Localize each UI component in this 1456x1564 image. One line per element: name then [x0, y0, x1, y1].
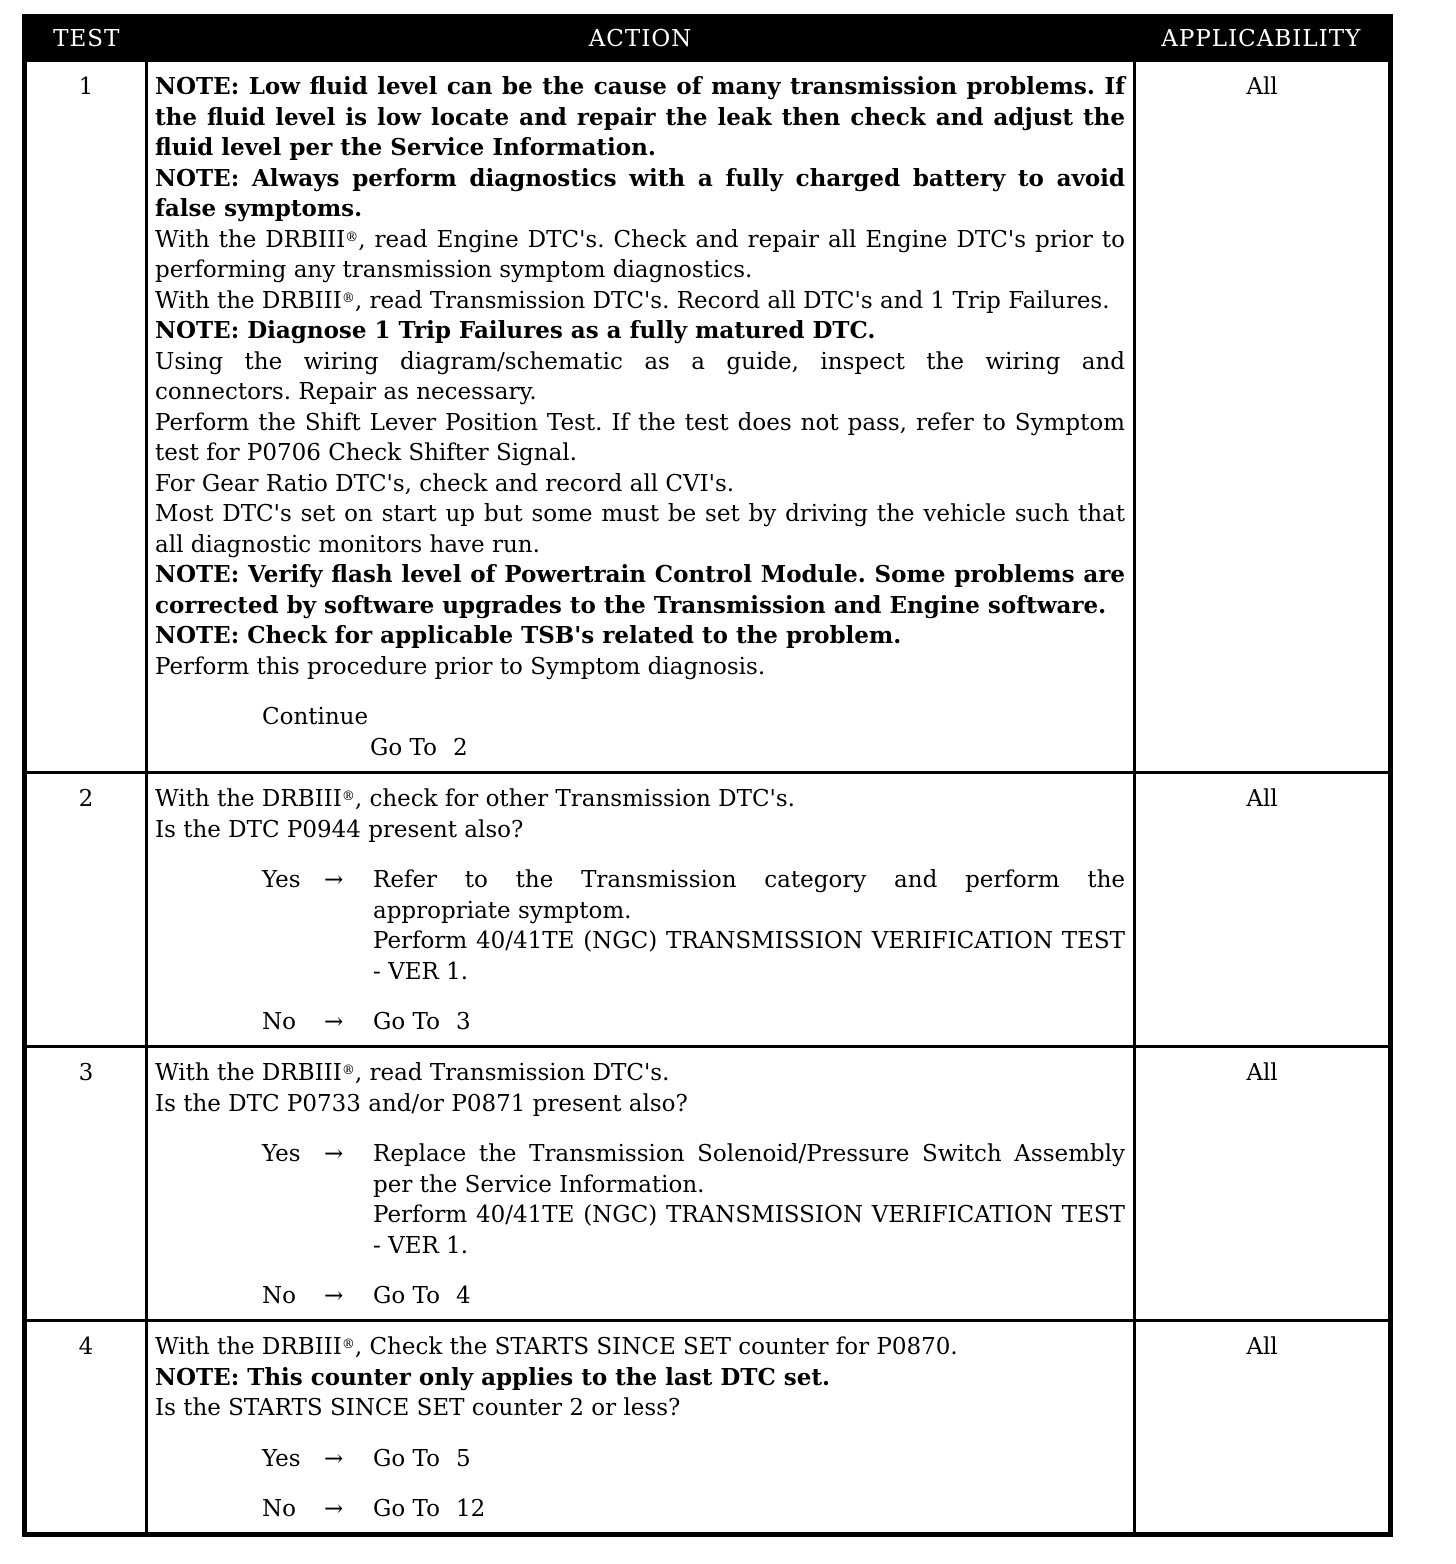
- goto-label: Go To: [373, 1496, 440, 1522]
- action-cell: [147, 773, 1135, 1047]
- applicability-value: All: [1135, 61, 1391, 773]
- action-text: With the DRBIII®, read Transmission DTC's.: [155, 1060, 670, 1086]
- no-label: No: [262, 1283, 296, 1309]
- yes-label: Yes: [262, 1445, 301, 1472]
- action-text: With the DRBIII®, read Engine DTC's. Check and repair all Engine DTC's prior to performing any transmission symptom diagnostics.: [155, 226, 1126, 283]
- applicability-value: All: [1135, 1321, 1391, 1535]
- action-cell: [147, 61, 1135, 773]
- action-text: With the DRBIII®, read Transmission DTC's. Record all DTC's and 1 Trip Failures.: [155, 287, 1110, 314]
- continue-block: [262, 702, 1125, 763]
- table-row: [25, 61, 1391, 773]
- diagnostic-test-table: [22, 14, 1393, 1537]
- note-text: NOTE: Diagnose 1 Trip Failures as a fully matured DTC.: [155, 317, 876, 344]
- choice-block: [155, 1444, 1125, 1525]
- right-arrow-icon: →: [324, 1496, 344, 1522]
- action-text: For Gear Ratio DTC's, check and record all CVI's.: [155, 470, 735, 497]
- yes-label: Yes: [262, 867, 301, 893]
- goto-target: 2: [452, 734, 468, 761]
- goto-target: 5: [455, 1445, 471, 1472]
- applicability-value: All: [1135, 1047, 1391, 1321]
- no-result: [373, 1281, 1125, 1312]
- note-text: NOTE: Low fluid level can be the cause of many transmission problems. If the fluid level is low locate and repair the leak then check and adjust the fluid level per the Service Information.: [155, 73, 1125, 161]
- goto-target: 4: [455, 1283, 471, 1309]
- action-cell: [147, 1047, 1135, 1321]
- question-text: Is the DTC P0733 and/or P0871 present also?: [155, 1090, 688, 1117]
- action-text: With the DRBIII®, Check the STARTS SINCE SET counter for P0870.: [155, 1334, 958, 1360]
- no-label: No: [262, 1009, 296, 1035]
- action-text: With the DRBIII®, check for other Transmission DTC's.: [155, 786, 795, 812]
- goto-label: Go To: [370, 734, 437, 761]
- applicability-value: All: [1135, 773, 1391, 1047]
- note-text: NOTE: Verify flash level of Powertrain Control Module. Some problems are corrected by software upgrades to the Transmission and Engine software.: [155, 561, 1125, 619]
- goto-label: Go To: [373, 1445, 440, 1472]
- choice-block: [155, 1139, 1125, 1312]
- action-text: Most DTC's set on start up but some must be set by driving the vehicle such that all diagnostic monitors have run.: [155, 501, 1125, 558]
- test-number: 3: [25, 1047, 147, 1321]
- action-text: Perform this procedure prior to Symptom diagnosis.: [155, 653, 766, 680]
- no-result: [373, 1494, 1125, 1525]
- right-arrow-icon: →: [324, 1141, 344, 1167]
- header-test: TEST: [25, 17, 147, 61]
- no-choice: [155, 1281, 1125, 1312]
- note-text: NOTE: Check for applicable TSB's related to the problem.: [155, 622, 902, 649]
- goto-target: 3: [455, 1009, 471, 1035]
- table-row: [25, 1047, 1391, 1321]
- goto-instruction: [370, 733, 1125, 764]
- yes-text: Replace the Transmission Solenoid/Pressure Switch Assembly per the Service Information.: [373, 1141, 1125, 1198]
- note-text: NOTE: This counter only applies to the last DTC set.: [155, 1363, 830, 1391]
- right-arrow-icon: →: [324, 1445, 344, 1472]
- no-choice: [155, 1007, 1125, 1038]
- yes-choice: [155, 1139, 1125, 1261]
- yes-result: [373, 1139, 1125, 1261]
- yes-label: Yes: [262, 1141, 301, 1167]
- yes-choice: [155, 1444, 1125, 1475]
- test-number: 4: [25, 1321, 147, 1535]
- right-arrow-icon: →: [324, 1009, 344, 1035]
- action-text: Using the wiring diagram/schematic as a guide, inspect the wiring and connectors. Repair as necessary.: [155, 348, 1125, 405]
- goto-label: Go To: [373, 1283, 440, 1309]
- goto-target: 12: [455, 1496, 486, 1522]
- no-result: [373, 1007, 1125, 1038]
- header-row: [25, 17, 1391, 61]
- yes-result: [373, 1444, 1125, 1475]
- yes-result: [373, 865, 1125, 987]
- goto-label: Go To: [373, 1009, 440, 1035]
- test-number: 2: [25, 773, 147, 1047]
- action-cell: [147, 1321, 1135, 1535]
- action-text: Perform the Shift Lever Position Test. If the test does not pass, refer to Symptom test for P0706 Check Shifter Signal.: [155, 409, 1125, 466]
- right-arrow-icon: →: [324, 1283, 344, 1309]
- table-row: [25, 773, 1391, 1047]
- note-text: NOTE: Always perform diagnostics with a fully charged battery to avoid false symptoms.: [155, 164, 1125, 222]
- test-number: 1: [25, 61, 147, 773]
- yes-choice: [155, 865, 1125, 987]
- yes-text: Refer to the Transmission category and perform the appropriate symptom.: [373, 867, 1125, 924]
- yes-text: Perform 40/41TE (NGC) TRANSMISSION VERIFICATION TEST - VER 1.: [373, 1202, 1125, 1259]
- no-choice: [155, 1494, 1125, 1525]
- question-text: Is the STARTS SINCE SET counter 2 or less?: [155, 1395, 681, 1421]
- table-row: [25, 1321, 1391, 1535]
- header-action: ACTION: [147, 17, 1135, 61]
- choice-block: [155, 865, 1125, 1038]
- right-arrow-icon: →: [324, 867, 344, 893]
- header-applicability: APPLICABILITY: [1135, 17, 1391, 61]
- question-text: Is the DTC P0944 present also?: [155, 816, 524, 843]
- no-label: No: [262, 1496, 296, 1522]
- yes-text: Perform 40/41TE (NGC) TRANSMISSION VERIFICATION TEST - VER 1.: [373, 928, 1125, 985]
- continue-label: Continue: [262, 704, 369, 730]
